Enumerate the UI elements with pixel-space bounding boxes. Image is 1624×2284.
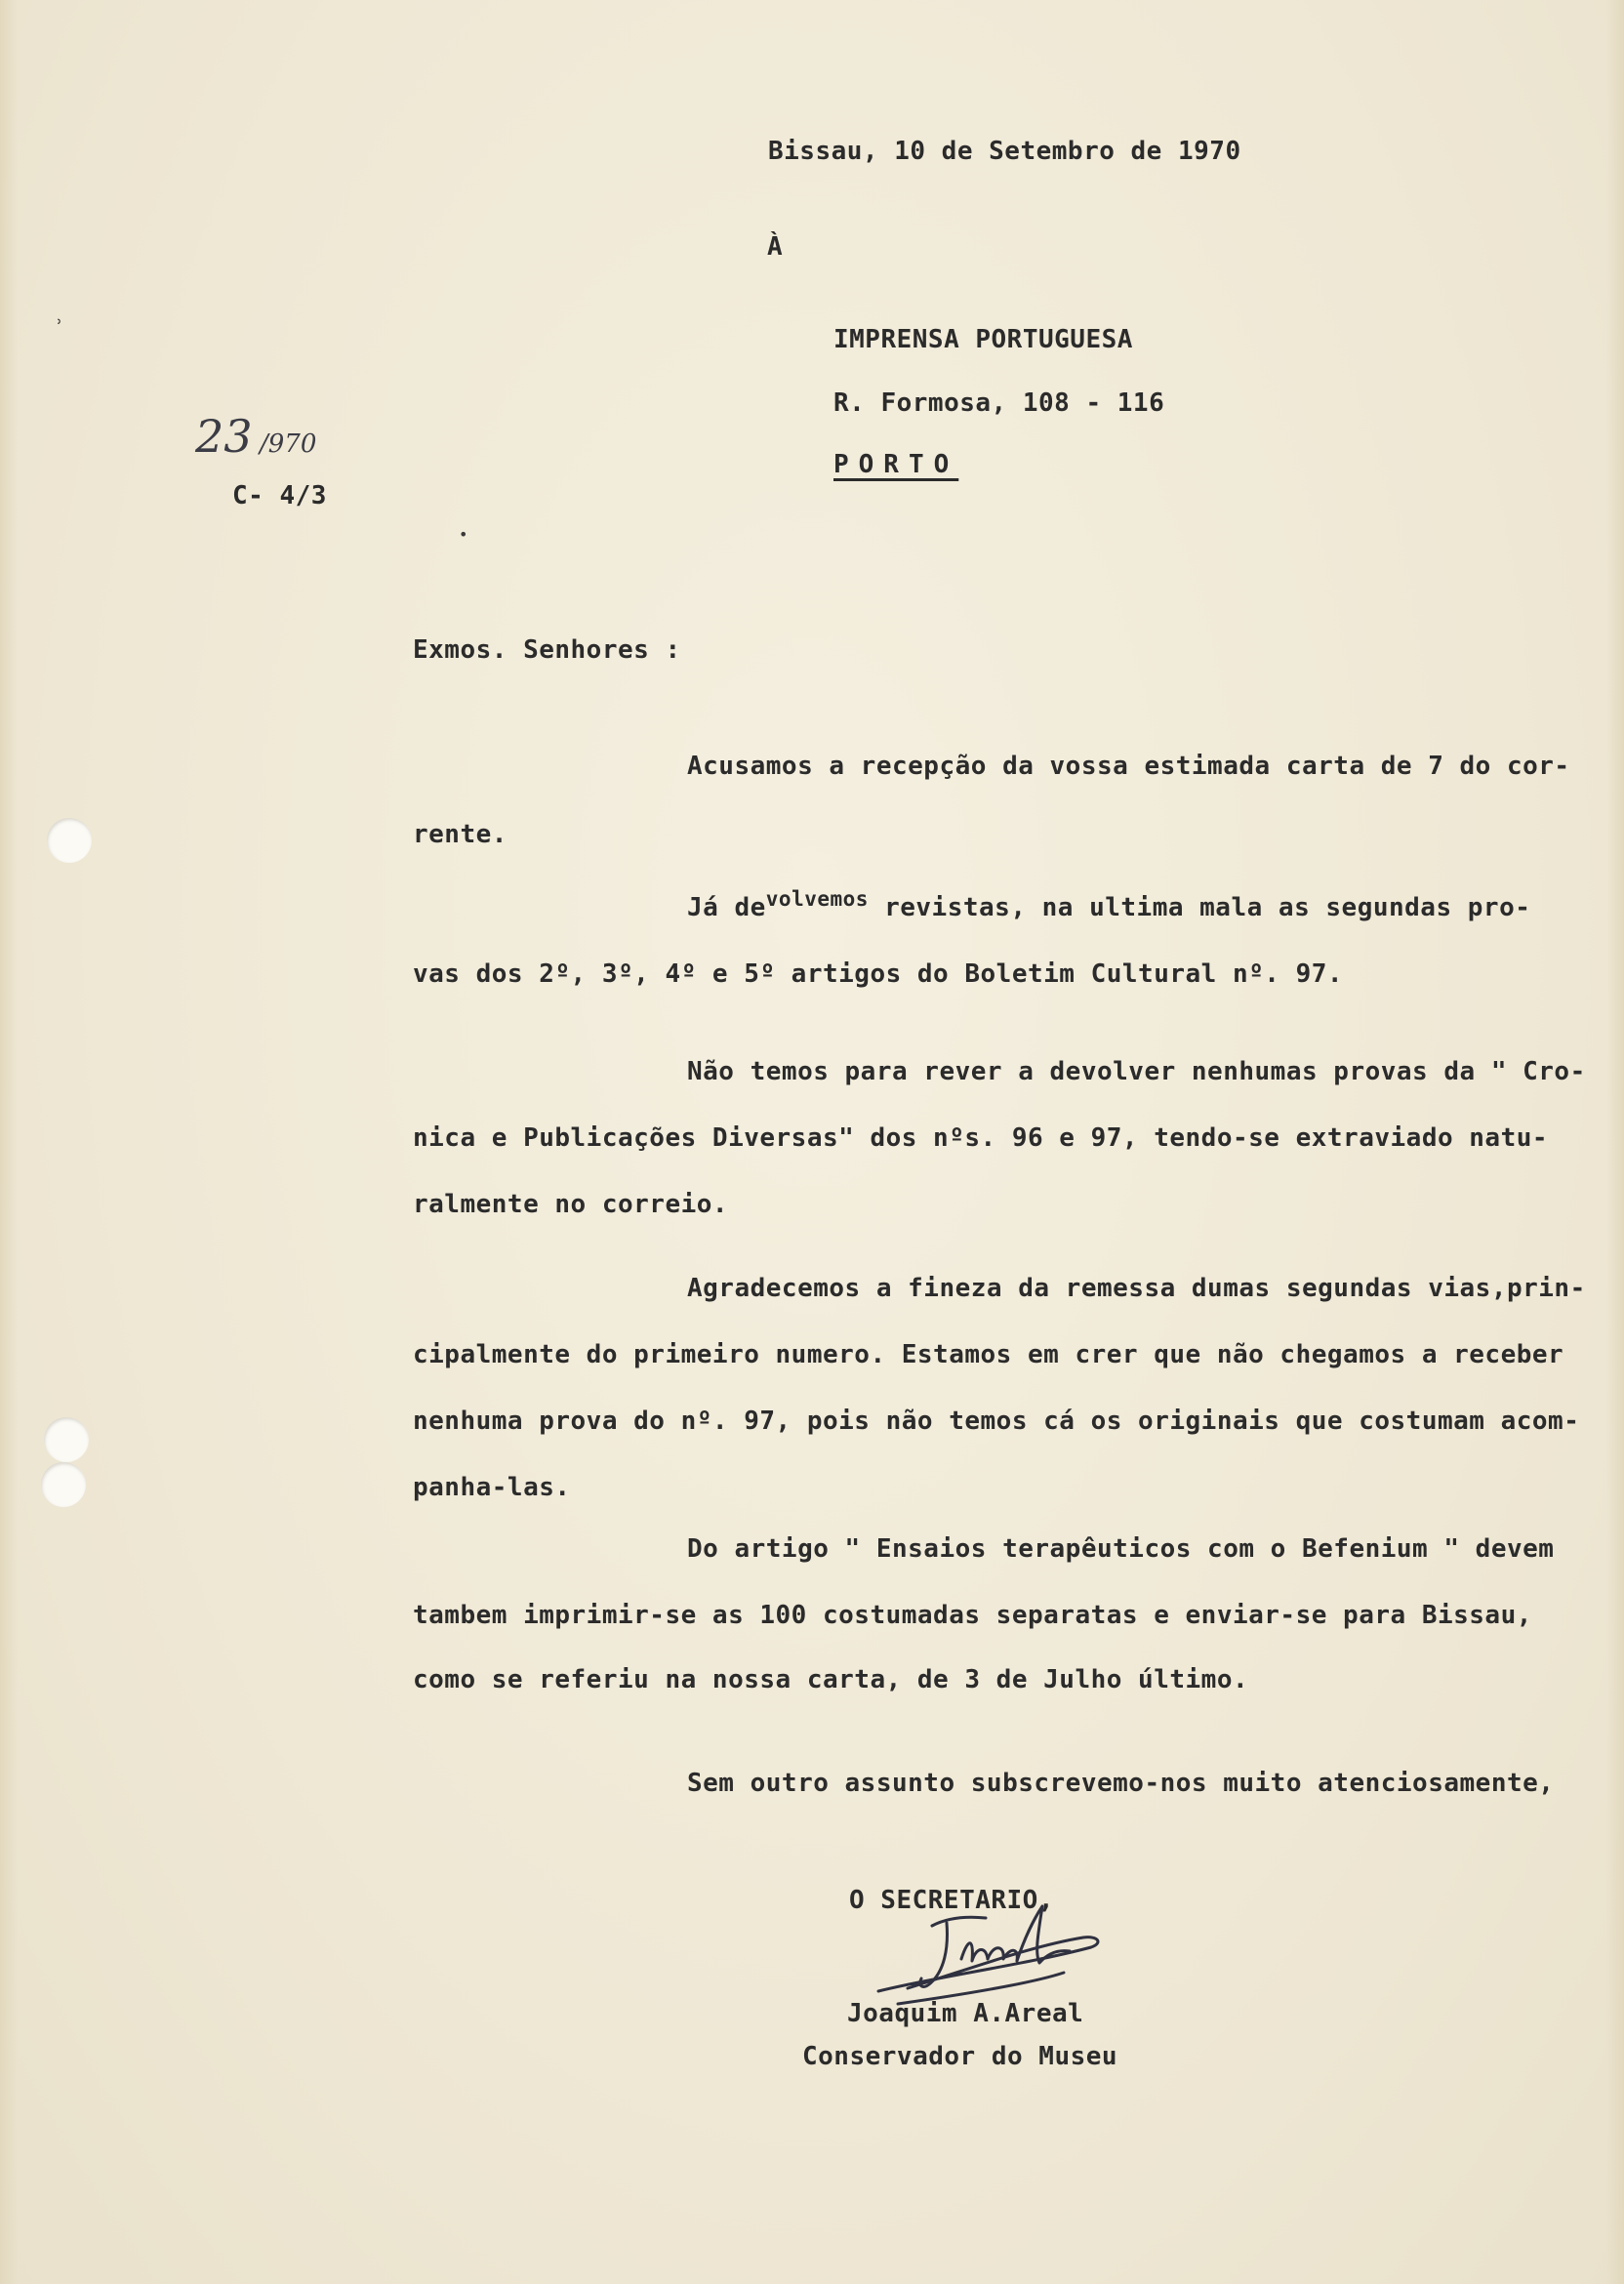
date-line: Bissau, 10 de Setembro de 1970 [768, 137, 1241, 166]
paragraph-4-line-1: Agradecemos a fineza da remessa dumas segundas vias,prin- [687, 1274, 1586, 1303]
paragraph-4-line-2: cipalmente do primeiro numero. Estamos em crer que não chegamos a receber [413, 1340, 1564, 1369]
paragraph-3-line-2: nica e Publicações Diversas" dos nºs. 96 e 97, tendo-se extraviado natu- [413, 1123, 1549, 1153]
paragraph-2-text-b: revistas, na ultima mala as segundas pro- [868, 893, 1531, 922]
reference-number: 23 [195, 410, 253, 463]
reference-code: C- 4/3 [232, 481, 327, 510]
paragraph-2-inserted-word: volvemos [765, 887, 869, 911]
paragraph-2-line-2: vas dos 2º, 3º, 4º e 5º artigos do Boletim Cultural nº. 97. [413, 959, 1344, 989]
recipient-city: PORTO [833, 450, 959, 479]
signer-name: Joaquim A.Areal [847, 1999, 1084, 2028]
signer-role: Conservador do Museu [802, 2042, 1118, 2071]
paper-left-edge-shadow [0, 0, 18, 2284]
paragraph-3-line-3: ralmente no correio. [413, 1190, 729, 1219]
handwritten-signature [839, 1879, 1132, 2016]
recipient-name: IMPRENSA PORTUGUESA [833, 325, 1133, 354]
paragraph-1-line-2: rente. [413, 820, 508, 849]
paragraph-1-line-1: Acusamos a recepção da vossa estimada carta de 7 do cor- [687, 752, 1570, 781]
paragraph-4-line-3: nenhuma prova do nº. 97, pois não temos cá os originais que costumam acom- [413, 1407, 1580, 1436]
punch-hole-middle [44, 1417, 89, 1462]
punch-hole-top [47, 818, 92, 863]
reference-year: /970 [260, 429, 317, 459]
paragraph-5-line-2: tambem imprimir-se as 100 costumadas separatas e enviar-se para Bissau, [413, 1601, 1532, 1630]
paper-right-edge-shadow [1606, 0, 1624, 2284]
paragraph-2-text-a: Já de [687, 893, 766, 922]
stray-dot: • [459, 525, 468, 544]
paragraph-5-line-3: como se referiu na nossa carta, de 3 de Julho último. [413, 1665, 1249, 1694]
punch-hole-bottom [41, 1462, 86, 1507]
stray-mark: ˒ [57, 310, 63, 334]
signature-title: O SECRETARIO, [849, 1886, 1054, 1915]
recipient-street: R. Formosa, 108 - 116 [833, 388, 1165, 418]
paragraph-5-line-1: Do artigo " Ensaios terapêuticos com o Befenium " devem [687, 1534, 1555, 1564]
paragraph-2-line-1 [687, 887, 1531, 922]
addressee-prefix: À [767, 232, 784, 262]
salutation: Exmos. Senhores : [413, 635, 681, 665]
paragraph-4-line-4: panha-las. [413, 1473, 571, 1502]
paragraph-3-line-1: Não temos para rever a devolver nenhumas provas da " Cro- [687, 1057, 1586, 1086]
closing-line: Sem outro assunto subscrevemo-nos muito atenciosamente, [687, 1769, 1555, 1798]
